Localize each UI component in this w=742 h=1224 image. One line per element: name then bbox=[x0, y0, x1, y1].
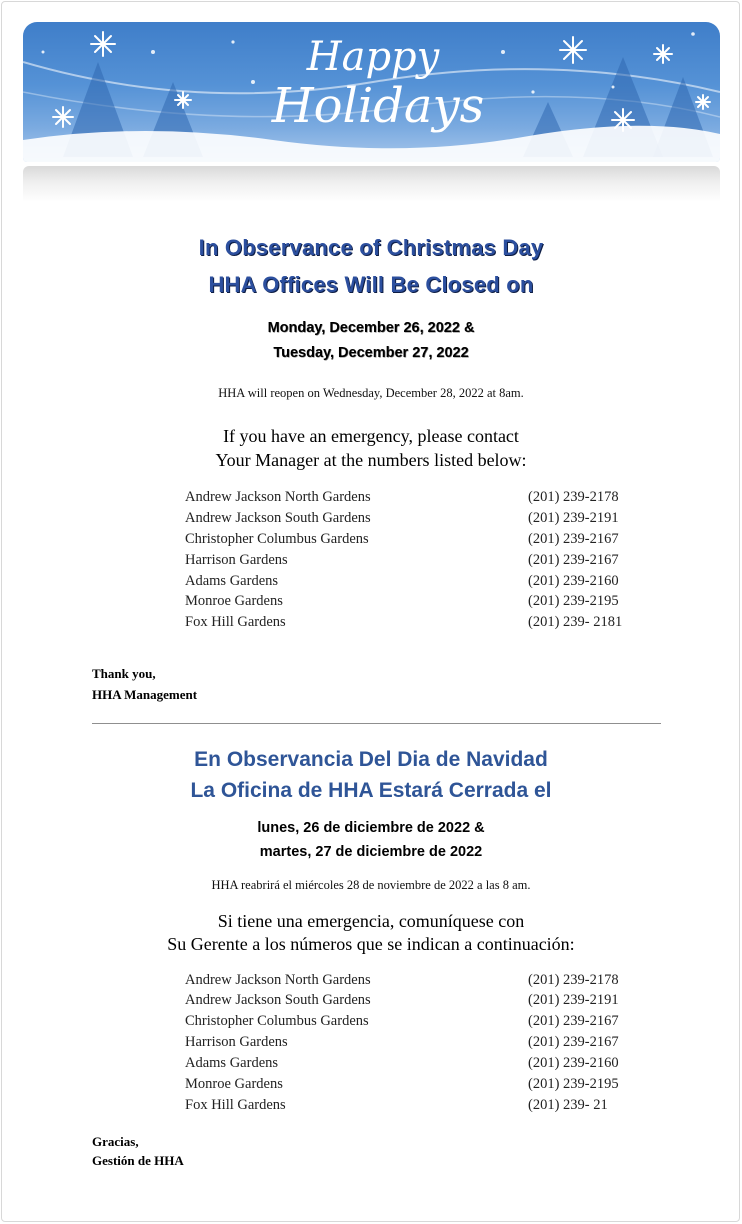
contact-name: Andrew Jackson South Gardens bbox=[185, 992, 371, 1008]
english-date-2: Tuesday, December 27, 2022 bbox=[273, 345, 469, 361]
contact-row bbox=[185, 489, 645, 509]
contact-phone: (201) 239-2195 bbox=[528, 593, 619, 609]
section-divider bbox=[92, 723, 661, 724]
english-signoff-management: HHA Management bbox=[92, 687, 198, 702]
english-reopen-notice: HHA will reopen on Wednesday, December 28, 2022 at 8am. bbox=[218, 386, 524, 400]
english-emergency-line-1: If you have an emergency, please contact bbox=[223, 426, 519, 446]
happy-holidays-banner bbox=[23, 22, 720, 162]
contact-name: Christopher Columbus Gardens bbox=[185, 531, 369, 547]
banner-line-happy: Happy bbox=[306, 34, 440, 80]
spanish-heading-1: En Observancia Del Dia de Navidad bbox=[194, 748, 548, 771]
spanish-heading-2: La Oficina de HHA Estará Cerrada el bbox=[190, 779, 552, 802]
spanish-reopen-notice: HHA reabrirá el miércoles 28 de noviembre de 2022 a las 8 am. bbox=[211, 878, 531, 892]
contact-row bbox=[185, 573, 645, 593]
contact-name: Monroe Gardens bbox=[185, 1076, 283, 1092]
contact-row bbox=[185, 614, 645, 634]
contact-row bbox=[185, 992, 645, 1012]
contact-phone: (201) 239-2160 bbox=[528, 1055, 619, 1071]
contact-phone: (201) 239-2178 bbox=[528, 972, 619, 988]
contact-name: Adams Gardens bbox=[185, 1055, 279, 1071]
contact-phone: (201) 239-2178 bbox=[528, 489, 619, 505]
english-signoff-thanks: Thank you, bbox=[92, 666, 156, 681]
contact-phone: (201) 239- 2181 bbox=[528, 614, 623, 630]
contact-row bbox=[185, 531, 645, 551]
contact-row bbox=[185, 1097, 645, 1117]
contact-phone: (201) 239-2167 bbox=[528, 1034, 619, 1050]
contact-row bbox=[185, 1076, 645, 1096]
spanish-signoff-thanks: Gracias, bbox=[92, 1134, 139, 1149]
contact-phone: (201) 239- 21 bbox=[528, 1097, 608, 1113]
contact-name: Andrew Jackson South Gardens bbox=[185, 510, 371, 526]
english-heading-2: HHA Offices Will Be Closed on bbox=[208, 272, 534, 297]
contact-row bbox=[185, 1055, 645, 1075]
spanish-emergency-line-1: Si tiene una emergencia, comuníquese con bbox=[217, 911, 525, 931]
english-heading-1: In Observance of Christmas Day bbox=[198, 235, 544, 260]
banner-artwork bbox=[23, 22, 720, 162]
spanish-date-2: martes, 27 de diciembre de 2022 bbox=[259, 844, 483, 860]
spanish-signoff-management: Gestión de HHA bbox=[92, 1153, 184, 1168]
contact-name: Andrew Jackson North Gardens bbox=[185, 489, 371, 505]
contact-phone: (201) 239-2167 bbox=[528, 531, 619, 547]
contact-row bbox=[185, 552, 645, 572]
contact-row bbox=[185, 1034, 645, 1054]
contact-phone: (201) 239-2191 bbox=[528, 992, 619, 1008]
contact-phone: (201) 239-2167 bbox=[528, 552, 619, 568]
english-date-1: Monday, December 26, 2022 & bbox=[267, 320, 475, 336]
english-emergency-line-2: Your Manager at the numbers listed below: bbox=[215, 450, 527, 470]
contact-name: Harrison Gardens bbox=[185, 552, 288, 568]
contact-name: Harrison Gardens bbox=[185, 1034, 288, 1050]
contact-row bbox=[185, 510, 645, 530]
spanish-date-1: lunes, 26 de diciembre de 2022 & bbox=[257, 820, 485, 836]
contact-row bbox=[185, 1013, 645, 1033]
banner-line-holidays: Holidays bbox=[271, 78, 485, 134]
contact-phone: (201) 239-2167 bbox=[528, 1013, 619, 1029]
contact-name: Fox Hill Gardens bbox=[185, 1097, 286, 1113]
contact-name: Fox Hill Gardens bbox=[185, 614, 286, 630]
contact-name: Monroe Gardens bbox=[185, 593, 283, 609]
banner-shadow bbox=[23, 166, 720, 202]
contact-row bbox=[185, 593, 645, 613]
contact-name: Andrew Jackson North Gardens bbox=[185, 972, 371, 988]
contact-phone: (201) 239-2195 bbox=[528, 1076, 619, 1092]
contact-phone: (201) 239-2191 bbox=[528, 510, 619, 526]
contact-name: Adams Gardens bbox=[185, 573, 279, 589]
contact-row bbox=[185, 972, 645, 992]
contact-phone: (201) 239-2160 bbox=[528, 573, 619, 589]
spanish-emergency-line-2: Su Gerente a los números que se indican a continuación: bbox=[167, 934, 575, 954]
contact-name: Christopher Columbus Gardens bbox=[185, 1013, 369, 1029]
